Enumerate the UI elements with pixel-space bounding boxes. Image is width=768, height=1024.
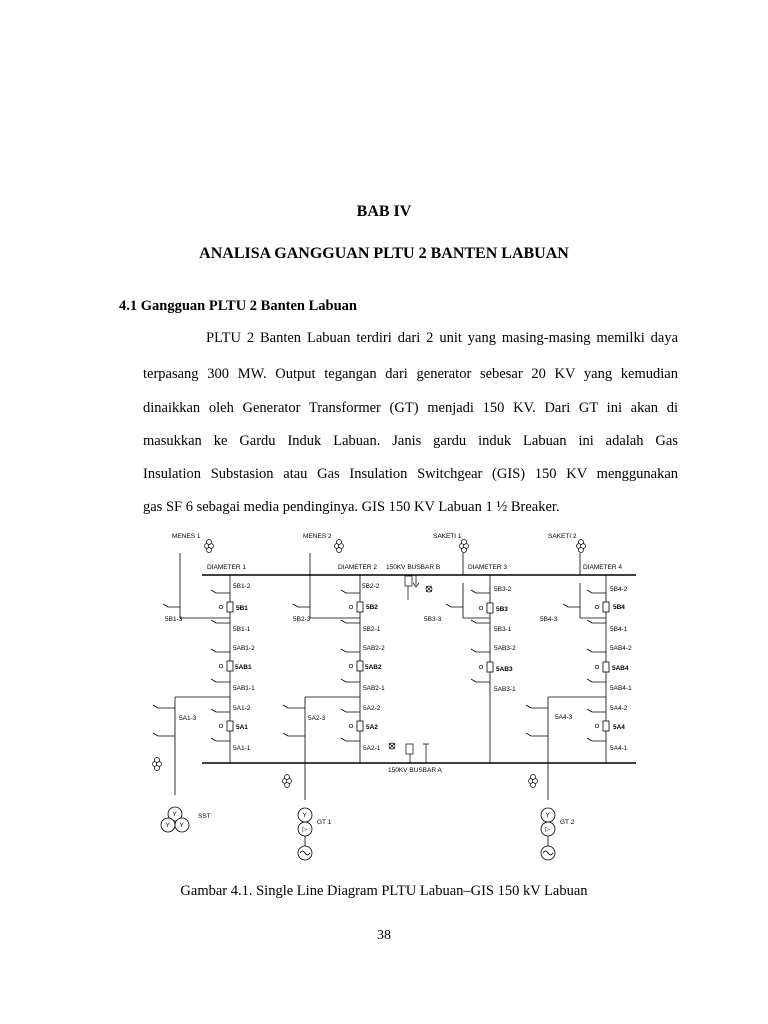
source-label: SST (198, 813, 211, 820)
earth-markers (219, 605, 599, 728)
diameter-label: DIAMETER 1 (207, 564, 247, 571)
feeder-label: MENES 1 (172, 533, 201, 540)
breaker-label: 5AB4 (612, 665, 629, 672)
switch-label: 5A1-1 (233, 745, 251, 752)
svg-text:▷: ▷ (545, 826, 550, 833)
switch-label: 5B2-2 (362, 583, 380, 590)
switch-label: 5B4-2 (610, 586, 628, 593)
paragraph-line: PLTU 2 Banten Labuan terdiri dari 2 unit yang masing-masing memilki daya (206, 330, 678, 346)
paragraph-line: gas SF 6 sebagai media pendinginya. GIS 150 KV Labuan 1 ½ Breaker. (143, 499, 560, 515)
switch-label: 5AB4-1 (610, 685, 632, 692)
switch-label: 5A4-3 (555, 714, 573, 721)
switch-label: 5AB4-2 (610, 645, 632, 652)
switch-label: 5B1-3 (165, 616, 183, 623)
switch-label: 5A4-1 (610, 745, 628, 752)
switch-label: 5B4-1 (610, 626, 628, 633)
svg-text:Y: Y (172, 811, 177, 818)
page-number: 38 (377, 928, 391, 943)
switch-label: 5B3-1 (494, 626, 512, 633)
breaker-label: 5B4 (613, 604, 625, 611)
diagram-svg (150, 525, 650, 870)
busbar-a-instruments (389, 743, 429, 763)
paragraph-line: terpasang 300 MW. Output tegangan dari generator sebesar 20 KV yang kemudian (143, 366, 678, 382)
svg-text:Y: Y (179, 822, 184, 829)
switch-label: 5AB3-2 (494, 645, 516, 652)
feeder-label: SAKETI 2 (548, 533, 577, 540)
switch-label: 5B3-2 (494, 586, 512, 593)
winding-symbols (166, 811, 551, 833)
chapter-heading: BAB IV (356, 203, 412, 220)
chapter-title: ANALISA GANGGUAN PLTU 2 BANTEN LABUAN (199, 245, 569, 262)
switch-label: 5AB1-2 (233, 645, 255, 652)
switch-label: 5A2-3 (308, 715, 326, 722)
switch-label: 5A4-2 (610, 705, 628, 712)
switch-label: 5A2-1 (363, 745, 381, 752)
feeder-label: SAKETI 1 (433, 533, 462, 540)
diameter-label: DIAMETER 2 (338, 564, 378, 571)
switch-label: 5B3-3 (424, 616, 442, 623)
breaker-label: 5A2 (366, 724, 378, 731)
feeder-label: MENES 2 (303, 533, 332, 540)
breaker-label: 5B3 (496, 606, 508, 613)
switch-label: 5AB1-1 (233, 685, 255, 692)
switch-label: 5B2-1 (363, 626, 381, 633)
busbar-b-instruments (405, 575, 432, 600)
busbar-a-label: 150KV BUSBAR A (388, 767, 442, 774)
switch-label: 5AB3-1 (494, 686, 516, 693)
busbars (202, 575, 636, 763)
paragraph-line: Insulation Substasion atau Gas Insulation Switchgear (GIS) 150 KV menggunakan (143, 466, 678, 482)
switch-label: 5B2-3 (293, 616, 311, 623)
svg-text:Y: Y (302, 812, 307, 819)
source-label: GT 1 (317, 819, 332, 826)
figure-caption: Gambar 4.1. Single Line Diagram PLTU Labuan–GIS 150 kV Labuan (180, 883, 588, 899)
breaker-label: 5A4 (613, 724, 625, 731)
breaker-label: 5B1 (236, 605, 248, 612)
svg-text:Y: Y (165, 822, 170, 829)
svg-text:▷: ▷ (302, 826, 307, 833)
switch-label: 5A1-3 (179, 715, 197, 722)
breaker-label: 5AB1 (235, 664, 252, 671)
single-line-diagram (150, 525, 650, 870)
diameter-label: DIAMETER 4 (583, 564, 623, 571)
switch-label: 5B4-3 (540, 616, 558, 623)
switch-label: 5AB2-2 (363, 645, 385, 652)
switch-label: 5AB2-1 (363, 685, 385, 692)
diameter-label: DIAMETER 3 (468, 564, 508, 571)
section-title: 4.1 Gangguan PLTU 2 Banten Labuan (119, 298, 357, 314)
breaker-label: 5B2 (366, 604, 378, 611)
breaker-label: 5AB2 (365, 664, 382, 671)
switch-label: 5B1-2 (233, 583, 251, 590)
paragraph-line: masukkan ke Gardu Induk Labuan. Janis gardu induk Labuan ini adalah Gas (143, 433, 678, 449)
switch-label: 5B1-1 (233, 626, 251, 633)
switch-label: 5A1-2 (233, 705, 251, 712)
switch-label: 5A2-2 (363, 705, 381, 712)
busbar-b-label: 150KV BUSBAR B (386, 564, 441, 571)
svg-text:Y: Y (545, 812, 550, 819)
breaker-label: 5A1 (236, 724, 248, 731)
paragraph-line: dinaikkan oleh Generator Transformer (GT) menjadi 150 KV. Dari GT ini akan di (143, 400, 678, 416)
breaker-label: 5AB3 (496, 666, 513, 673)
source-label: GT 2 (560, 819, 575, 826)
